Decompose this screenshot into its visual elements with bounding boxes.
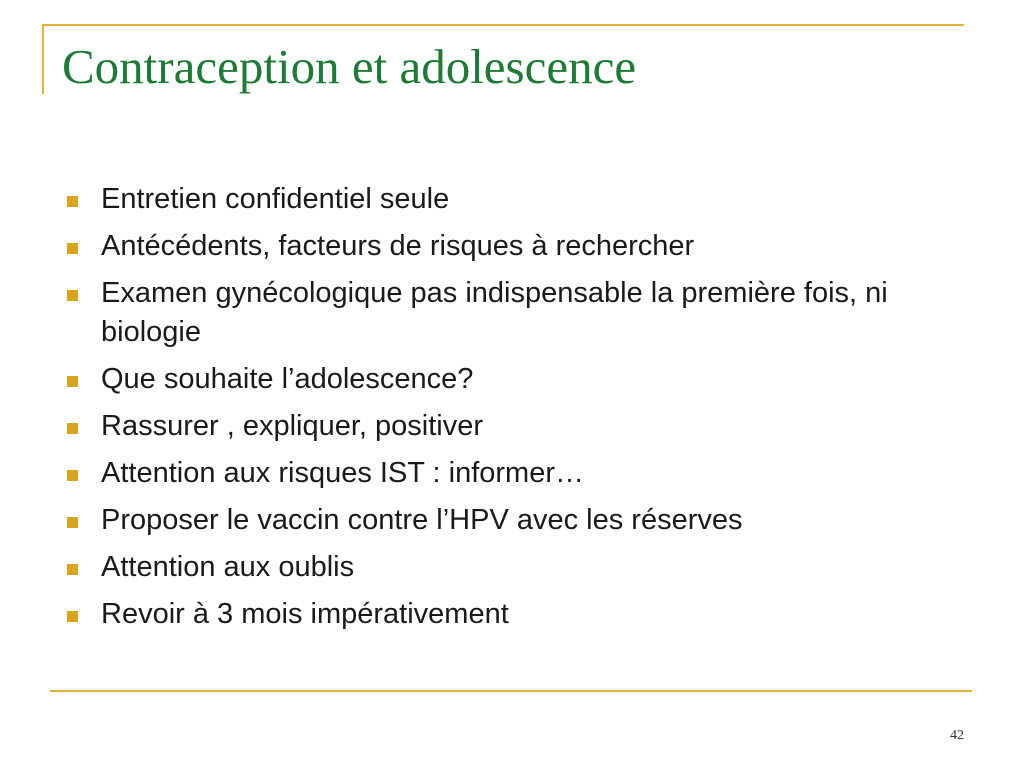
page-number: 42 [950,728,964,743]
bullet-item [64,227,964,266]
bullet-list [64,180,964,642]
square-bullet-icon [67,290,78,301]
bullet-item [64,501,964,540]
square-bullet-icon [67,564,78,575]
bullet-item [64,548,964,587]
bullet-item [64,454,964,493]
bullet-item [64,595,964,634]
bullet-text: Examen gynécologique pas indispensable la première fois, ni biologie [101,277,888,348]
bullet-text: Antécédents, facteurs de risques à rechercher [101,230,695,262]
bullet-item [64,360,964,399]
square-bullet-icon [67,611,78,622]
bullet-text: Rassurer , expliquer, positiver [101,410,483,442]
top-frame-line [42,24,964,26]
square-bullet-icon [67,376,78,387]
bullet-item [64,274,964,352]
bullet-item [64,407,964,446]
square-bullet-icon [67,517,78,528]
bullet-text: Attention aux risques IST : informer… [101,457,585,489]
square-bullet-icon [67,423,78,434]
square-bullet-icon [67,470,78,481]
square-bullet-icon [67,243,78,254]
square-bullet-icon [67,196,78,207]
bullet-text: Revoir à 3 mois impérativement [101,598,509,630]
left-frame-line [42,24,44,94]
bullet-text: Que souhaite l’adolescence? [101,363,474,395]
bullet-text: Proposer le vaccin contre l’HPV avec les réserves [101,504,743,536]
slide-title: Contraception et adolescence [62,39,637,94]
bullet-item [64,180,964,219]
bottom-divider [50,690,972,692]
bullet-text: Entretien confidentiel seule [101,183,450,215]
bullet-text: Attention aux oublis [101,551,355,583]
